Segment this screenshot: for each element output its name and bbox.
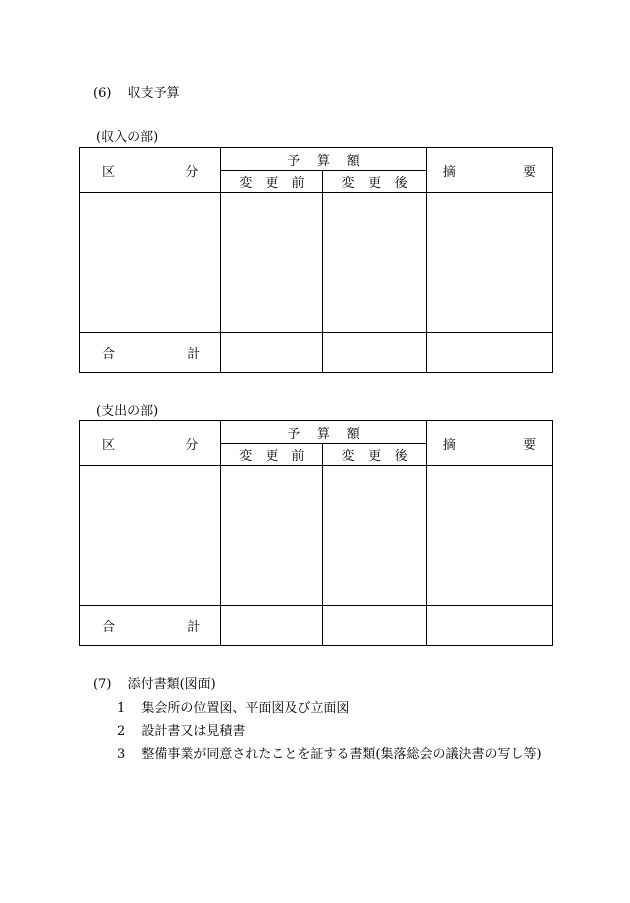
expense-before-cell[interactable] xyxy=(221,466,323,606)
income-total-label: 合 計 xyxy=(80,333,221,373)
section-7-heading xyxy=(93,673,216,692)
income-remarks-cell[interactable] xyxy=(426,193,552,333)
income-total-after-cell[interactable] xyxy=(323,333,426,373)
expense-total-before-cell[interactable] xyxy=(221,606,323,646)
expense-header-remarks: 摘 要 xyxy=(426,421,552,466)
attachment-item-number: 1 xyxy=(117,701,126,716)
income-header-category: 区 分 xyxy=(80,148,221,193)
expense-caption: (支出の部) xyxy=(96,404,159,419)
income-before-cell[interactable] xyxy=(221,193,323,333)
income-total-row xyxy=(80,333,553,373)
attachment-item xyxy=(117,743,542,762)
expense-total-row xyxy=(80,606,553,646)
income-header-after: 変 更 後 xyxy=(323,171,426,193)
income-total-before-cell[interactable] xyxy=(221,333,323,373)
income-table xyxy=(79,147,553,373)
income-body-row xyxy=(80,193,553,333)
expense-category-cell[interactable] xyxy=(80,466,221,606)
income-header-remarks: 摘 要 xyxy=(426,148,552,193)
expense-header-after: 変 更 後 xyxy=(323,444,426,466)
income-header-budget: 予 算 額 xyxy=(221,148,426,171)
expense-table xyxy=(79,420,553,646)
income-caption: (収入の部) xyxy=(96,130,159,145)
section-7-title: 添付書類(図面) xyxy=(127,677,216,692)
attachment-item-text: 設計書又は見積書 xyxy=(141,724,246,739)
section-6-title: 収支予算 xyxy=(127,86,180,101)
expense-body-row xyxy=(80,466,553,606)
attachment-item xyxy=(117,697,349,716)
expense-remarks-cell[interactable] xyxy=(426,466,552,606)
income-category-cell[interactable] xyxy=(80,193,221,333)
income-header-before: 変 更 前 xyxy=(221,171,323,193)
expense-total-after-cell[interactable] xyxy=(323,606,426,646)
attachment-item-text: 集会所の位置図、平面図及び立面図 xyxy=(141,701,350,716)
attachment-item-number: 2 xyxy=(117,724,126,739)
expense-header-budget: 予 算 額 xyxy=(221,421,426,444)
income-after-cell[interactable] xyxy=(323,193,426,333)
attachment-item xyxy=(117,720,245,739)
section-6-number: (6) xyxy=(93,86,112,101)
attachment-item-text: 整備事業が同意されたことを証する書類(集落総会の議決書の写し等) xyxy=(141,747,542,762)
expense-header-before: 変 更 前 xyxy=(221,444,323,466)
section-7-number: (7) xyxy=(93,677,112,692)
expense-total-label: 合 計 xyxy=(80,606,221,646)
attachment-item-number: 3 xyxy=(117,747,126,762)
expense-total-remarks-cell[interactable] xyxy=(426,606,552,646)
expense-header-category: 区 分 xyxy=(80,421,221,466)
expense-after-cell[interactable] xyxy=(323,466,426,606)
section-6-heading xyxy=(93,82,180,101)
income-total-remarks-cell[interactable] xyxy=(426,333,552,373)
